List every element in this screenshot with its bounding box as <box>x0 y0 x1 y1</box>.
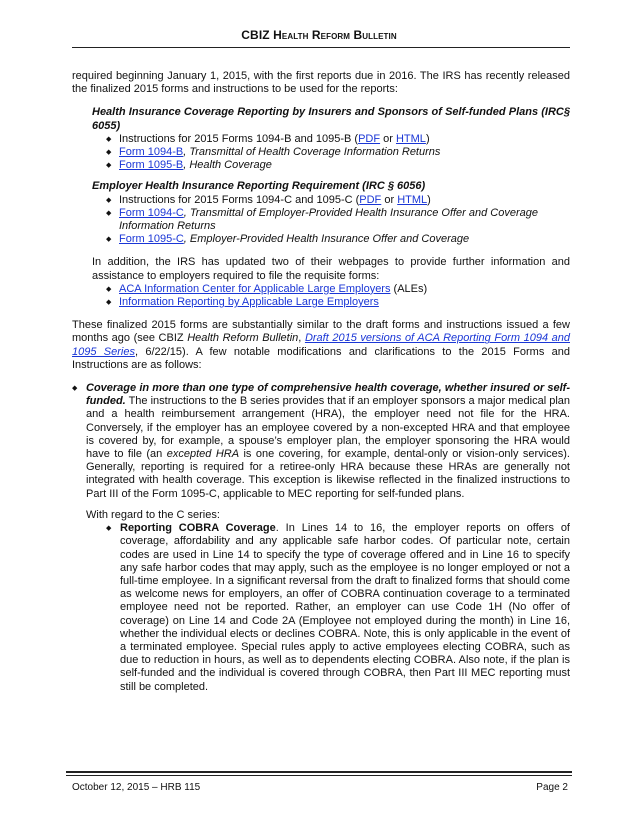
para-text: , <box>298 332 305 345</box>
html-link[interactable]: HTML <box>395 132 426 145</box>
para-italic: Health Reform Bulletin <box>187 332 299 345</box>
html-link[interactable]: HTML <box>397 193 428 206</box>
pdf-link[interactable]: PDF <box>358 132 381 145</box>
webpages-list <box>92 283 570 309</box>
footer-rule <box>66 771 572 773</box>
intro-paragraph: required beginning January 1, 2015, with the first reports due in 2016. The IRS has recently released the finalized 2015 forms and instructions to be used for the reports: <box>72 70 570 96</box>
para-text: is one covering, for example, dental-only or vision-only services). Generally, reporting is required for a retiree-only HRA because these HRAs are generally not integrated with health coverage. This exception is likewise reflected in the finalized instructions to Part III of the Form 1095-C, applicable to MEC reporting for self-funded plans. <box>86 448 570 500</box>
para-text: The instructions to the B series provides that if an employer sponsors a major medical plan and a health reimbursement arrangement (HRA), the employer need not file for the HRA. Conversely, if the employer has an employee covered by a non-excepted HRA and that employee is covered by, for example, a spouse’s employer plan, the employer sponsoring the HRA would have to file (an <box>86 395 571 461</box>
section-6055-list <box>92 133 570 173</box>
section-6056-heading: Employer Health Insurance Reporting Requirement (IRC § 6056) <box>92 180 426 193</box>
list-item <box>92 133 570 146</box>
para-text: These finalized 2015 forms are substantially similar to the draft forms and instructions issued a few months ago (see CBIZ <box>72 319 570 345</box>
para-text: , 6/22/15). A few notable modifications and clarifications to the 2015 Forms and Instructions are as follows: <box>72 345 570 371</box>
list-item <box>92 296 570 309</box>
cobra-heading: Reporting COBRA Coverage <box>120 522 276 535</box>
draft-forms-link[interactable]: Draft 2015 versions of ACA Reporting Form 1094 and 1095 Series <box>72 332 570 358</box>
page-header <box>0 28 638 42</box>
header-rule <box>72 47 570 48</box>
item-text: or <box>380 132 396 145</box>
item-text: , Employer-Provided Health Insurance Offer and Coverage <box>183 233 470 246</box>
footer-date: October 12, 2015 – HRB 115 <box>72 782 201 793</box>
c-series-label: With regard to the C series: <box>86 508 220 521</box>
item-text: Instructions for 2015 Forms 1094-C and 1095-C ( <box>119 193 360 206</box>
form-1094b-link[interactable]: Form 1094-B <box>119 146 184 159</box>
section-6056-list <box>92 194 570 247</box>
para-italic: excepted HRA <box>166 448 240 461</box>
footer-rule <box>66 775 572 776</box>
list-item <box>92 159 570 172</box>
form-1094c-link[interactable]: Form 1094-C <box>119 206 184 219</box>
list-item <box>92 194 570 207</box>
c-series-list <box>86 522 570 694</box>
section-6055-heading: Health Insurance Coverage Reporting by Insurers and Sponsors of Self-funded Plans (IRC§ 6055) <box>92 106 570 132</box>
item-text: , Health Coverage <box>183 159 272 172</box>
para-text: . In Lines 14 to 16, the employer reports on offers of coverage, affordability and any applicable safe harbor codes. Of particular note, certain codes are used in Line 14 to specify the type of coverage offered and in Line 16 to specify any safe harbor codes that may apply, such as the employee is no longer employed or not a full-time employee. In a significant reversal from the draft to finalized forms that should come as welcome news for employers, an offer of COBRA continuation coverage to a terminated employee need not be reported. Rather, an employer can use Code 1H (No offer of coverage) on Line 14 and Code 2A (Employee not employed during the month) in Line 16, whether the individual elects or declines COBRA. Note, this is only applicable in the event of a terminated employee. Special rules apply to active employees electing COBRA, such as due to reduction in hours, as well as to dependents electing COBRA. Also note, if the plan is self-funded and the individual is covered through COBRA, then Part III MEC reporting must still be completed. <box>120 522 570 693</box>
coverage-paragraph <box>86 382 570 501</box>
page-body <box>72 70 570 694</box>
footer-page-number: Page 2 <box>536 782 568 793</box>
info-reporting-link[interactable]: Information Reporting by Applicable Large Employers <box>119 296 379 309</box>
item-text: (ALEs) <box>390 282 428 295</box>
item-text: ) <box>427 193 431 206</box>
item-text: , Transmittal of Health Coverage Information Returns <box>183 146 441 159</box>
form-1095b-link[interactable]: Form 1095-B <box>119 159 184 172</box>
item-text: or <box>381 193 398 206</box>
list-item <box>106 522 570 694</box>
cobra-paragraph <box>120 522 570 694</box>
pdf-link[interactable]: PDF <box>359 193 382 206</box>
list-item <box>72 382 570 694</box>
modifications-paragraph <box>72 319 570 372</box>
item-text: , Transmittal of Employer-Provided Health Insurance Offer and Coverage Information Returns <box>119 206 538 233</box>
aca-info-center-link[interactable]: ACA Information Center for Applicable Large Employers <box>119 282 391 295</box>
item-text: ) <box>425 132 430 145</box>
coverage-heading: Coverage in more than one type of comprehensive health coverage, whether insured or self-funded. <box>86 382 570 408</box>
section-6056 <box>72 180 570 246</box>
list-item <box>92 146 570 159</box>
item-text: Instructions for 2015 Forms 1094-B and 1095-B ( <box>119 132 359 145</box>
form-1095c-link[interactable]: Form 1095-C <box>119 233 184 246</box>
webpages-section <box>72 256 570 309</box>
header-title: CBIZ Health Reform Bulletin <box>241 28 397 42</box>
list-item <box>92 233 570 246</box>
main-bullet-list <box>72 382 570 694</box>
webpages-text: In addition, the IRS has updated two of their webpages to provide further information and assistance to employers required to file the requisite forms: <box>92 256 570 282</box>
list-item <box>92 283 570 296</box>
section-6055 <box>72 106 570 172</box>
list-item <box>92 207 570 233</box>
